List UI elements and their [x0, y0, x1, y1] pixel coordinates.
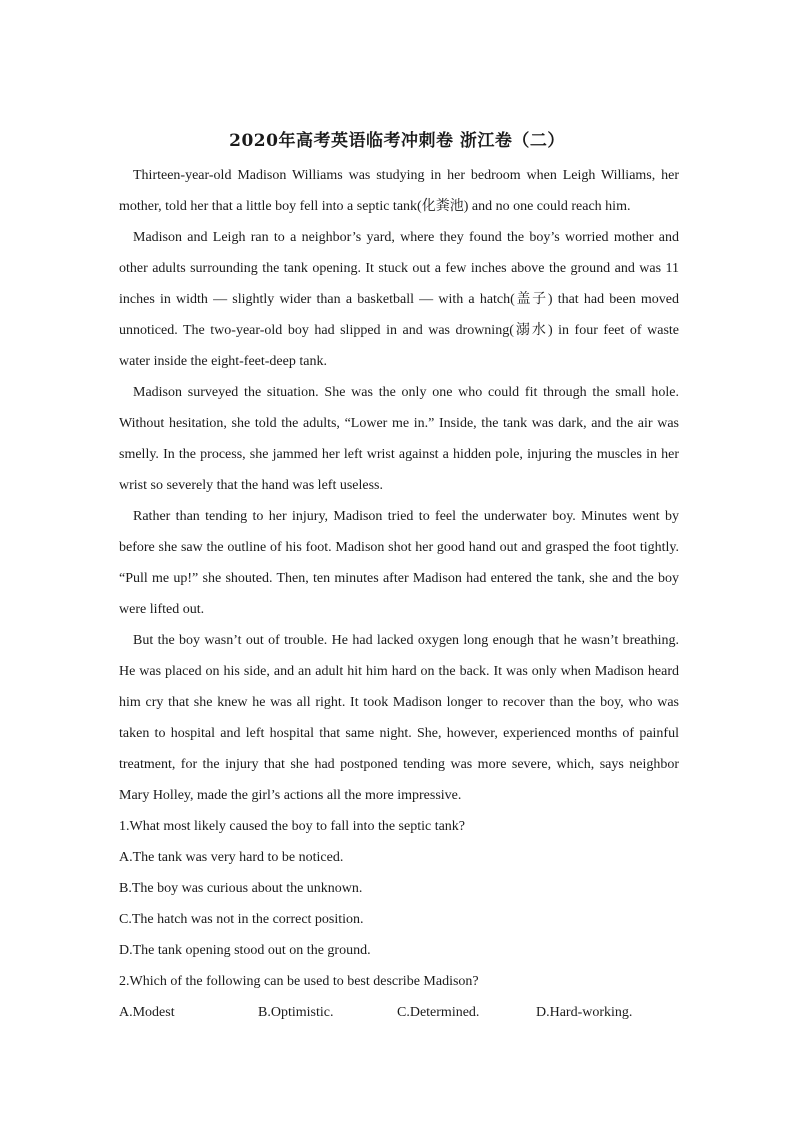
- question-2: [119, 966, 679, 1028]
- question-1-option-d: D.The tank opening stood out on the ground.: [119, 943, 371, 958]
- passage-paragraph-5: But the boy wasn’t out of trouble. He had lacked oxygen long enough that he wasn’t breathing. He was placed on his side, and an adult hit him hard on the back. It was only when Madison heard him cry that she knew he was all right. It took Madison longer to recover than the boy, who was taken to hospital and left hospital that same night. She, however, experienced months of painful treatment, for the injury that she had postponed tending was more severe, which, says neighbor Mary Holley, made the girl’s actions all the more impressive.: [119, 633, 679, 803]
- question-2-option-a: A.Modest: [119, 1005, 175, 1020]
- question-2-option-b: B.Optimistic.: [258, 1005, 334, 1020]
- question-2-option-d: D.Hard-working.: [536, 1005, 633, 1020]
- question-1-stem: 1.What most likely caused the boy to fall into the septic tank?: [119, 819, 466, 834]
- question-2-options: [119, 997, 679, 1028]
- question-1-option-b: B.The boy was curious about the unknown.: [119, 881, 363, 896]
- passage-paragraph-2: Madison and Leigh ran to a neighbor’s yard, where they found the boy’s worried mother and other adults surrounding the tank opening. It stuck out a few inches above the ground and was 11 inches in width — slightly wider than a basketball — with a hatch(盖子) that had been moved unnoticed. The two-year-old boy had slipped in and was drowning(溺水) in four feet of waste water inside the eight-feet-deep tank.: [119, 230, 679, 369]
- question-1: [119, 811, 679, 966]
- passage-paragraph-3: Madison surveyed the situation. She was the only one who could fit through the small hole. Without hesitation, she told the adults, “Lower me in.” Inside, the tank was dark, and the air was smelly. In the process, she jammed her left wrist against a hidden pole, injuring the muscles in her wrist so severely that the hand was left useless.: [119, 385, 679, 493]
- passage-paragraph-1: Thirteen-year-old Madison Williams was studying in her bedroom when Leigh Williams, her mother, told her that a little boy fell into a septic tank(化粪池) and no one could reach him.: [119, 168, 679, 214]
- question-2-stem: 2.Which of the following can be used to best describe Madison?: [119, 974, 479, 989]
- question-1-option-a: A.The tank was very hard to be noticed.: [119, 850, 344, 865]
- question-1-option-c: C.The hatch was not in the correct position.: [119, 912, 364, 927]
- reading-passage: [119, 160, 679, 1028]
- question-2-option-c: C.Determined.: [397, 1005, 480, 1020]
- page-title: 2020年高考英语临考冲刺卷 浙江卷（二）: [229, 131, 565, 151]
- passage-paragraph-4: Rather than tending to her injury, Madison tried to feel the underwater boy. Minutes went by before she saw the outline of his foot. Madison shot her good hand out and grasped the foot tightly. “Pull me up!” she shouted. Then, ten minutes after Madison had entered the tank, she and the boy were lifted out.: [119, 509, 679, 617]
